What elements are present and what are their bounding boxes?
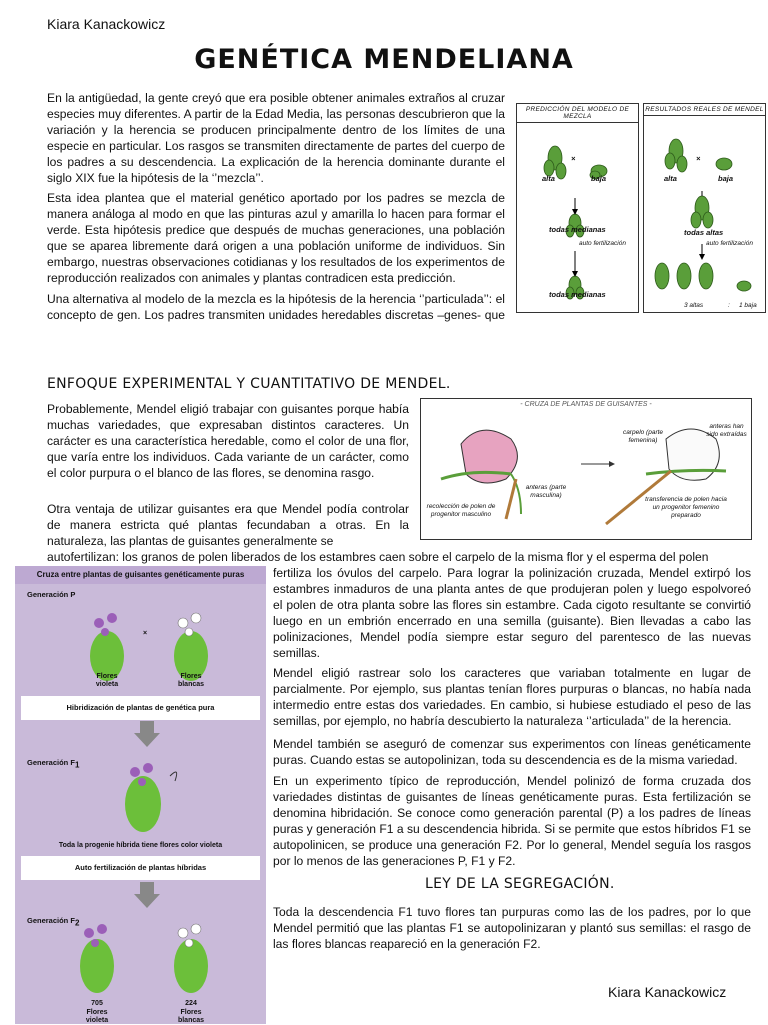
section1-paragraph-5: En un experimento típico de reproducción, Mendel polinizó de forma cruzada dos variedades distintas de guisantes de líneas genéticamente puras. Esta fertilización se denomina hibridación. Se conoce como generación parental (P) a los padres de líneas puras y generación F1 a su descendencia hibrida. Si se permite que estos híbridos F1 se autopolinicen, se produce una generación F2. Por lo general, Mendel seguía los rasgos por lo menos de las generaciones P, F1 y F2. bbox=[273, 774, 751, 869]
gen-p-label: Generación P bbox=[27, 590, 76, 599]
mendel-caption: RESULTADOS REALES DE MENDEL bbox=[644, 104, 765, 116]
auto-label-left: auto fertilización bbox=[579, 240, 626, 247]
section1-paragraph-3: Mendel eligió rastrear solo los caracteres que variaban totalmente en lugar de parcialmente. Por ejemplo, sus plantas tenían flores purpuras o blancas, no había nada intermedio entre estas dos variedades. En cambio, si hubiese estudiado el peso de las semillas, por ejemplo, no habría descubierto la naturaleza ‘’articulada’’ de la herencia. bbox=[273, 666, 751, 729]
count-violeta: 705 bbox=[91, 1000, 103, 1007]
section1-paragraph-1: Probablemente, Mendel eligió trabajar con guisantes porque había muchas variedades, que expresaban distintos caracteres. Un carácter es una característica heredable, como el color de una flor, que varía entre los individuos. Cada variante de un carácter, como el color purpura o el blanco de las flores, se denomina rasgo. bbox=[47, 402, 409, 481]
gen-p-cross: × bbox=[143, 630, 148, 637]
flores-blancas-label: Flores blancas bbox=[177, 673, 205, 688]
flores-violeta-label: Flores violeta bbox=[95, 673, 119, 688]
section2-paragraph-1: Toda la descendencia F1 tuvo flores tan purpuras como las de los padres, por lo que Mendel permitió que las plantas F1 se autopolinizaran y plantó sus semillas: el rasgo de las flores blancas reapareció en la generación F2. bbox=[273, 905, 751, 952]
anteras-extraidas-label: anteras han sido extraídas bbox=[706, 423, 747, 438]
carpelo-label: carpelo (parte femenina) bbox=[622, 429, 664, 444]
page-title: GENÉTICA MENDELIANA bbox=[194, 44, 574, 75]
recoleccion-label: recolección de polen de progenitor masculino bbox=[426, 503, 496, 518]
author-footer: Kiara Kanackowicz bbox=[608, 984, 727, 1000]
gen-p-plants-icon bbox=[15, 596, 266, 696]
transferencia-label: transferencia de polen hacia un progenitor femenino preparado bbox=[645, 496, 727, 519]
intro-paragraph-3-text: Una alternativa al modelo de la mezcla es la hipótesis de la herencia ‘’particulada’’: el concepto de gen. Los padres transmiten unidades heredables discretas –genes- que bbox=[47, 292, 505, 323]
gen-f1-sub: 1 bbox=[74, 760, 80, 770]
medianas-label-2: todas medianas bbox=[549, 290, 606, 299]
f2-flores-violeta: Flores violeta bbox=[85, 1009, 109, 1024]
f2-flores-blancas: Flores blancas bbox=[177, 1009, 205, 1024]
anteras-masculina-label: anteras (parte masculina) bbox=[525, 484, 567, 499]
section1-paragraph-4: Mendel también se aseguró de comenzar sus experimentos con líneas genéticamente puras. Cuando estas se autopolinizan, toda su descendencia es de la misma variedad. bbox=[273, 737, 751, 768]
pea-cross-figure bbox=[420, 398, 752, 540]
auto-label-right: auto fertilización bbox=[706, 240, 753, 247]
down-arrow-icon-1 bbox=[132, 721, 162, 749]
pure-line-cross-figure bbox=[15, 566, 266, 1024]
mendel-plants-icon bbox=[644, 116, 765, 304]
cross-symbol-left: × bbox=[571, 154, 576, 163]
intro-paragraph-3 bbox=[47, 291, 505, 323]
blending-prediction-panel bbox=[516, 103, 639, 313]
author-header: Kiara Kanackowicz bbox=[47, 16, 166, 32]
todas-altas-label: todas altas bbox=[684, 228, 724, 237]
auto-fertilizacion-band: Auto fertilización de plantas híbridas bbox=[21, 856, 260, 880]
section1-paragraph-2b: autofertilizan: los granos de polen liberados de los estambres caen sobre el carpelo de la misma flor y el esperma del polen bbox=[47, 550, 709, 564]
section-heading-enfoque: ENFOQUE EXPERIMENTAL Y CUANTITATIVO DE MENDEL. bbox=[47, 376, 451, 392]
blending-plants-icon bbox=[517, 123, 638, 311]
baja-label-left: baja bbox=[591, 174, 607, 183]
count-blancas: 224 bbox=[185, 1000, 197, 1007]
pea-cross-caption: - CRUZA DE PLANTAS DE GUISANTES - bbox=[520, 401, 652, 408]
gen-f1-plant-icon bbox=[15, 756, 266, 841]
medianas-label-1: todas medianas bbox=[549, 225, 606, 234]
intro-paragraph-1: En la antigüedad, la gente creyó que era posible obtener animales extraños al cruzar especies muy diferentes. A partir de la Edad Media, las personas descubrieron que la variación y la herencia se producen principalmente dentro de los límites de una especie en particular. Los rasgos se transmiten directamente de partes del cuerpo de los padres a su descendencia. La explicación de la herencia dominante durante el siglo XIX fue la hipótesis de la ‘’mezcla’’. bbox=[47, 91, 505, 186]
una-baja-label: 1 baja bbox=[739, 302, 757, 309]
intro-paragraph-2: Esta idea plantea que el material genético aportado por los padres se mezcla de manera análoga al modo en que las pinturas azul y amarilla lo hacen para formar el verde. Esta hipótesis predice que después de muchas generaciones, una población que se aparea libremente dará origen a una población uniforme de individuos. Sin embargo, nuestras observaciones cotidianas y los resultados de los experimentos de reproducción realizados con animales y plantas contradicen esta predicción. bbox=[47, 191, 505, 286]
tres-altas-label: 3 altas bbox=[684, 302, 704, 309]
down-arrow-icon-2 bbox=[132, 882, 162, 910]
fig3-caption: Cruza entre plantas de guisantes genéticamente puras bbox=[15, 566, 266, 584]
blending-vs-mendel-figure bbox=[516, 103, 766, 313]
alta-label-left: alta bbox=[542, 174, 555, 183]
section1-paragraph-2a: Otra ventaja de utilizar guisantes era que Mendel podía controlar de manera estricta qué plantas fecundaban a otras. En la naturaleza, las plantas de guisantes generalmente se bbox=[47, 502, 409, 549]
alta-label-right: alta bbox=[664, 174, 677, 183]
hibridizacion-band: Hibridización de plantas de genética pura bbox=[21, 696, 260, 720]
gen-f2-text: Generación F bbox=[27, 916, 75, 925]
cross-symbol-right: × bbox=[696, 154, 701, 163]
gen-f2-sub: 2 bbox=[74, 918, 80, 928]
gen-f1-text: Generación F bbox=[27, 758, 75, 767]
progenie-label: Toda la progenie híbrida tiene flores color violeta bbox=[58, 842, 223, 849]
gen-f2-plants-icon bbox=[15, 911, 266, 1001]
section1-paragraph-2c: fertiliza los óvulos del carpelo. Para lograr la polinización cruzada, Mendel extirpó los estambres inmaduros de una planta antes de que produjeran polen y luego espolvoreó el polen de otra planta sobre las flores sin estambre. Cada cigoto resultante se convirtió luego en un embrión encerrado en una semilla (guisante). Bien llevadas a cabo las polinizaciones, Mendel podía siempre estar seguro del parentesco de las nuevas semillas. bbox=[273, 566, 751, 661]
mendel-results-panel bbox=[643, 103, 766, 313]
baja-label-right: baja bbox=[718, 174, 734, 183]
section-heading-segregacion: LEY DE LA SEGREGACIÓN. bbox=[425, 876, 615, 892]
ratio-colon: : bbox=[728, 302, 730, 309]
blending-caption: PREDICCIÓN DEL MODELO DE MEZCLA bbox=[517, 104, 638, 123]
